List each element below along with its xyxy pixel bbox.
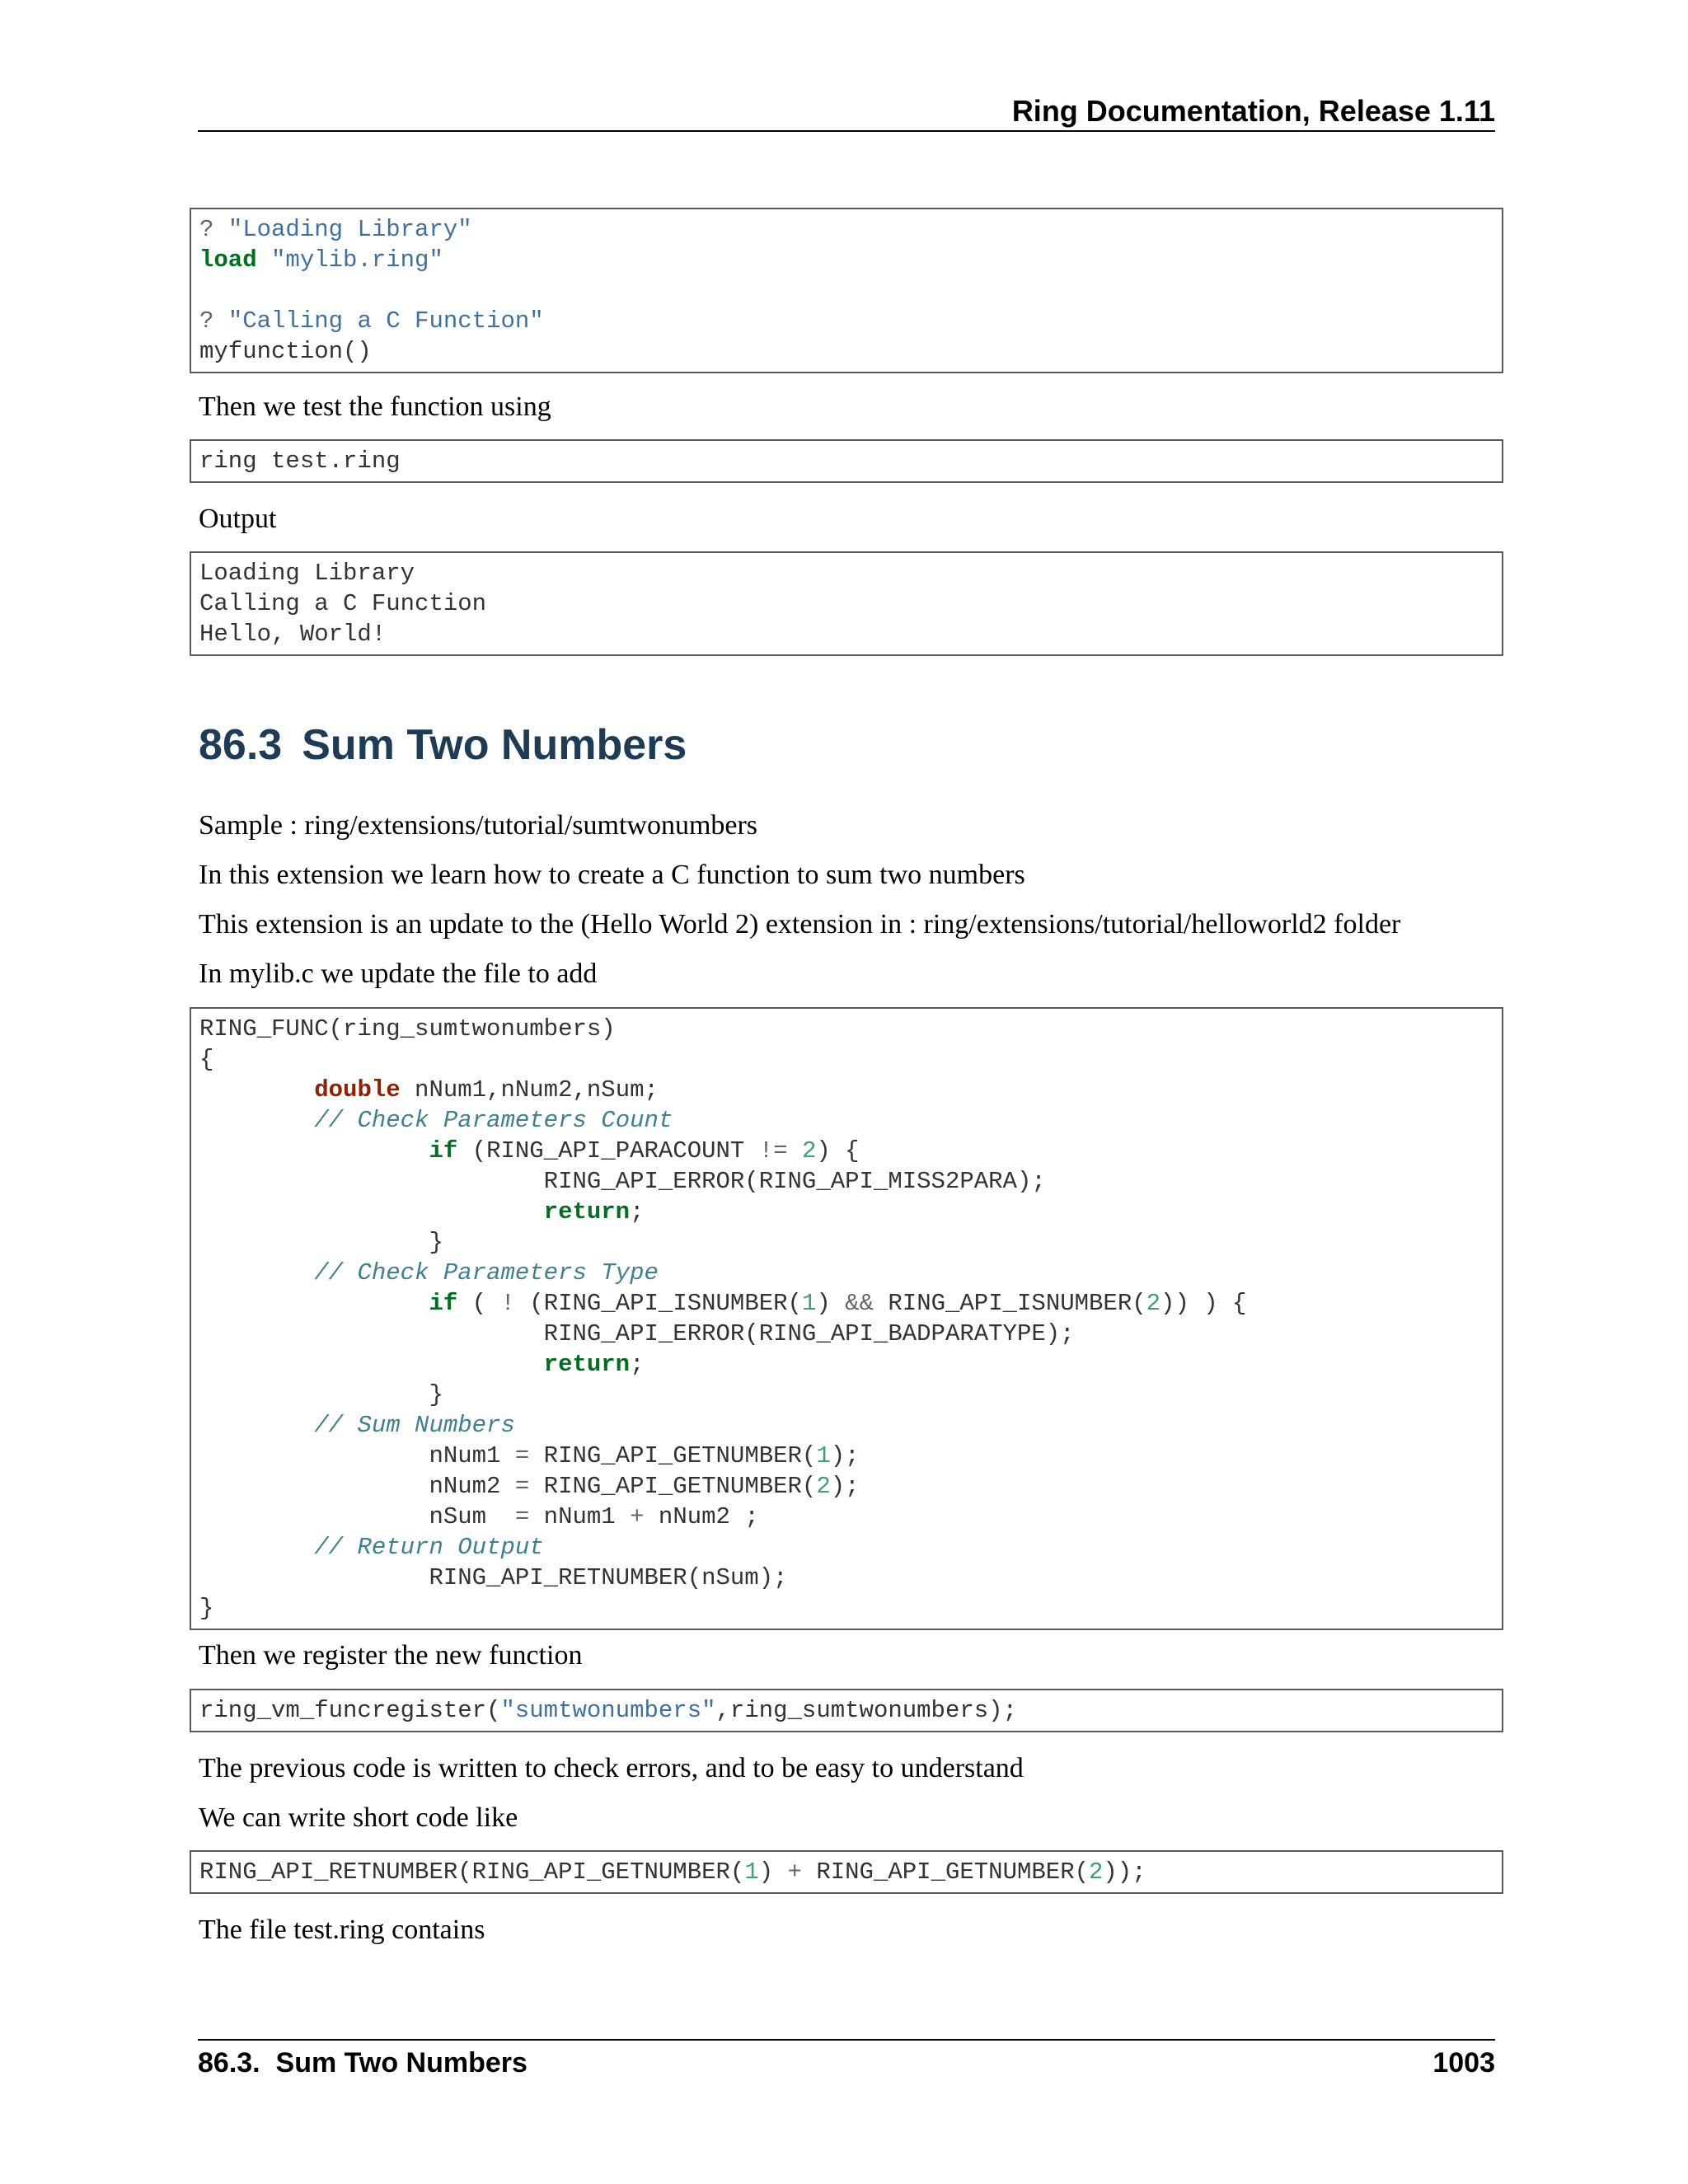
code-text: RING_API_ERROR(RING_API_MISS2PARA); — [199, 1168, 1046, 1195]
code-line — [199, 1349, 1493, 1380]
code-token-op: ? — [199, 216, 214, 243]
paragraph-sample-path: Sample : ring/extensions/tutorial/sumtwonumbers — [199, 810, 758, 841]
code-token-str: "mylib.ring" — [271, 246, 443, 274]
paragraph-short-note: We can write short code like — [199, 1802, 518, 1833]
code-token-type: double — [314, 1076, 401, 1104]
code-text — [199, 1259, 314, 1286]
code-text: ); — [830, 1442, 860, 1469]
paragraph-test-file-note: The file test.ring contains — [199, 1915, 485, 1945]
code-token-str: "Loading Library" — [227, 216, 472, 243]
code-line — [199, 1227, 1493, 1258]
code-text: ; — [630, 1198, 645, 1226]
code-text — [199, 1076, 314, 1104]
code-token-com: // Check Parameters Type — [314, 1259, 659, 1286]
code-text — [213, 307, 227, 335]
code-line — [199, 1136, 1493, 1166]
code-block-register-call — [190, 1689, 1503, 1732]
code-text — [199, 1534, 314, 1561]
code-text: ring test.ring — [199, 448, 401, 475]
code-text: } — [199, 1229, 443, 1256]
running-header: Ring Documentation, Release 1.11 — [1011, 94, 1495, 128]
code-block-test-ring — [190, 208, 1503, 373]
code-text: (RING_API_ISNUMBER( — [514, 1290, 802, 1317]
code-text — [199, 1137, 429, 1165]
code-line — [199, 1319, 1493, 1349]
code-line — [199, 1471, 1493, 1502]
code-token-op: ! — [500, 1290, 515, 1317]
code-text: myfunction() — [199, 338, 372, 365]
code-text: ) — [758, 1858, 788, 1886]
code-line — [199, 1563, 1493, 1593]
code-line — [199, 1532, 1493, 1563]
code-text — [213, 216, 227, 243]
code-line — [199, 588, 1493, 619]
code-text: ); — [830, 1473, 860, 1500]
code-text: RING_API_ERROR(RING_API_BADPARATYPE); — [199, 1320, 1075, 1347]
code-line — [199, 336, 1493, 367]
code-text: ring_vm_funcregister( — [199, 1697, 501, 1724]
code-text: )); — [1103, 1858, 1146, 1886]
code-token-kw: if — [429, 1290, 458, 1317]
code-text: nNum2 ; — [644, 1503, 759, 1530]
code-token-com: // Sum Numbers — [314, 1412, 515, 1439]
code-token-kw: if — [429, 1137, 458, 1165]
paragraph-mylib-note: In mylib.c we update the file to add — [199, 958, 598, 989]
code-line — [199, 1044, 1493, 1075]
section-heading — [199, 719, 687, 771]
code-block-program-output — [190, 551, 1503, 656]
code-line — [199, 1166, 1493, 1197]
code-line — [199, 1593, 1493, 1624]
code-text: RING_API_GETNUMBER( — [529, 1473, 817, 1500]
code-token-num: 2 — [1146, 1290, 1161, 1317]
code-text — [199, 1412, 314, 1439]
code-line — [199, 1695, 1493, 1726]
page-number: 1003 — [1432, 2047, 1495, 2079]
code-text: RING_API_ISNUMBER( — [873, 1290, 1146, 1317]
code-line — [199, 275, 1493, 306]
code-token-num: 2 — [1089, 1858, 1104, 1886]
code-text: ( — [457, 1290, 501, 1317]
code-line — [199, 1197, 1493, 1227]
code-text — [199, 1107, 314, 1134]
paragraph-test-intro: Then we test the function using — [199, 391, 551, 422]
code-text: RING_FUNC(ring_sumtwonumbers) — [199, 1015, 616, 1043]
code-token-str: "Calling a C Function" — [227, 307, 544, 335]
code-text: ,ring_sumtwonumbers); — [715, 1697, 1017, 1724]
code-line — [199, 446, 1493, 476]
code-text: RING_API_RETNUMBER(nSum); — [199, 1564, 788, 1591]
code-token-kw: return — [543, 1198, 631, 1226]
code-token-op: = — [514, 1503, 530, 1530]
code-text: RING_API_GETNUMBER( — [529, 1442, 817, 1469]
header-rule — [198, 130, 1495, 132]
code-line — [199, 245, 1493, 275]
code-block-sum-function — [190, 1007, 1503, 1630]
code-line — [199, 1288, 1493, 1319]
paragraph-register-note: Then we register the new function — [199, 1640, 583, 1671]
code-token-com: // Check Parameters Count — [314, 1107, 673, 1134]
paragraph-errors-note: The previous code is written to check errors, and to be easy to understand — [199, 1753, 1024, 1783]
code-text: { — [199, 1046, 214, 1073]
code-line — [199, 1380, 1493, 1410]
code-token-op: && — [845, 1290, 874, 1317]
code-text: nSum — [199, 1503, 515, 1530]
paragraph-intro: In this extension we learn how to create a C function to sum two numbers — [199, 860, 1025, 890]
code-text: Loading Library — [199, 560, 415, 587]
code-line — [199, 558, 1493, 588]
code-token-num: 2 — [816, 1473, 831, 1500]
code-text — [199, 1290, 429, 1317]
code-block-run-command — [190, 439, 1503, 483]
code-token-op: = — [514, 1473, 530, 1500]
code-line — [199, 1502, 1493, 1532]
code-token-num: 1 — [816, 1442, 831, 1469]
code-token-op: != — [758, 1137, 788, 1165]
code-line — [199, 619, 1493, 649]
code-text: nNum1 — [199, 1442, 515, 1469]
code-line — [199, 1441, 1493, 1471]
code-text: } — [199, 1595, 214, 1622]
code-token-str: "sumtwonumbers" — [500, 1697, 716, 1724]
code-text: nNum1,nNum2,nSum; — [400, 1076, 659, 1104]
code-text: } — [199, 1381, 443, 1408]
code-line — [199, 1857, 1493, 1887]
code-text: nNum1 — [529, 1503, 631, 1530]
code-text — [199, 1351, 544, 1378]
section-number: 86.3 — [199, 721, 283, 769]
code-text — [257, 246, 271, 274]
code-text: )) ) { — [1160, 1290, 1247, 1317]
code-line — [199, 1075, 1493, 1105]
code-line — [199, 1410, 1493, 1441]
code-block-short-code — [190, 1850, 1503, 1894]
section-title: Sum Two Numbers — [302, 721, 687, 769]
code-text: (RING_API_PARACOUNT — [457, 1137, 759, 1165]
code-token-num: 1 — [744, 1858, 759, 1886]
code-line — [199, 1105, 1493, 1136]
code-token-kw: return — [543, 1351, 631, 1378]
code-text: nNum2 — [199, 1473, 515, 1500]
code-text: ) — [816, 1290, 846, 1317]
code-line — [199, 1258, 1493, 1288]
footer-rule — [198, 2039, 1495, 2041]
code-line — [199, 214, 1493, 245]
code-token-op: + — [787, 1858, 802, 1886]
code-text — [199, 1198, 544, 1226]
code-text: RING_API_GETNUMBER( — [801, 1858, 1089, 1886]
footer-section-label: 86.3. Sum Two Numbers — [198, 2047, 528, 2079]
code-line — [199, 1014, 1493, 1044]
code-text: ) { — [816, 1137, 860, 1165]
code-text: Hello, World! — [199, 621, 387, 648]
code-line — [199, 306, 1493, 336]
code-text: Calling a C Function — [199, 590, 487, 617]
code-token-op: ? — [199, 307, 214, 335]
code-token-num: 2 — [801, 1137, 817, 1165]
code-token-kw: load — [199, 246, 257, 274]
code-text: RING_API_RETNUMBER(RING_API_GETNUMBER( — [199, 1858, 745, 1886]
paragraph-output-label: Output — [199, 504, 277, 534]
paragraph-update-note: This extension is an update to the (Hello World 2) extension in : ring/extensions/tutorial/helloworld2 folder — [199, 909, 1401, 940]
code-text: ; — [630, 1351, 645, 1378]
code-token-com: // Return Output — [314, 1534, 544, 1561]
code-token-num: 1 — [801, 1290, 817, 1317]
code-token-op: = — [514, 1442, 530, 1469]
code-token-op: + — [630, 1503, 645, 1530]
code-text — [788, 1137, 802, 1165]
